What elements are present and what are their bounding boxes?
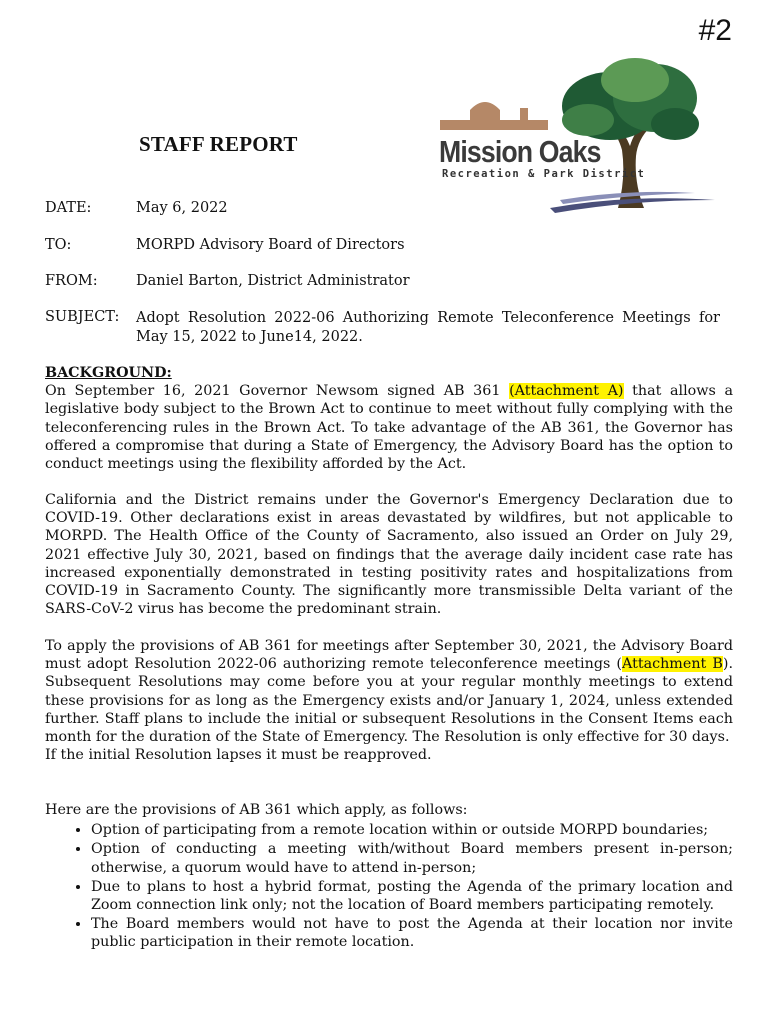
- provisions-section: [45, 801, 733, 953]
- background-paragraph-1: [45, 382, 733, 473]
- list-item: • Due to plans to host a hybrid format, posting the Agenda of the primary location and Zoom connection link only; not the location of Board members participating remotely.: [91, 878, 733, 914]
- logo-subtitle: Recreation & Park District: [442, 168, 646, 180]
- to-label: TO:: [45, 237, 72, 253]
- provisions-intro: Here are the provisions of AB 361 which apply, as follows:: [45, 802, 468, 818]
- background-paragraph-3: [45, 637, 733, 764]
- to-value: MORPD Advisory Board of Directors: [136, 237, 405, 253]
- date-value: May 6, 2022: [136, 200, 228, 216]
- p3-text-b: ). Subsequent Resolutions may come before you at your regular monthly meetings to extend these provisions for as long as the Emergency exists and/or January 1, 2024, unless extended further. Staff plans to include the initial or subsequent Resolutions in the Consent Items each month for the duration of the State of Emergency. The Resolution is only effective for 30 days.: [45, 656, 734, 746]
- logo-name: Mission Oaks: [439, 134, 601, 169]
- from-value: Daniel Barton, District Administrator: [136, 273, 410, 289]
- attachment-b-highlight: Attachment B: [622, 656, 723, 673]
- page-number: #2: [698, 14, 732, 47]
- background-section: [45, 364, 733, 473]
- p3-text-a: To apply the provisions of AB 361 for meetings after September 30, 2021, the Advisory Board must adopt Resolution 2022-06 authorizing remote teleconference meetings (: [45, 638, 733, 673]
- p1-text-a: On September 16, 2021 Governor Newsom signed AB 361: [45, 383, 510, 400]
- p3-text-c: If the initial Resolution lapses it must be reapproved.: [45, 747, 432, 764]
- provisions-list: [45, 821, 733, 951]
- p1-text-b: that allows a legislative body subject to the Brown Act to continue to meet without fully complying with the teleconferencing rules in the Brown Act. To take advantage of the AB 361, the Governor has offered a compromise that during a State of Emergency, the Advisory Board has the option to conduct meetings using the flexibility afforded by the Act.: [45, 383, 733, 473]
- list-item: • Option of conducting a meeting with/without Board members present in-person; otherwise, a quorum would have to attend in-person;: [91, 840, 733, 876]
- from-label: FROM:: [45, 273, 98, 289]
- list-item: • The Board members would not have to post the Agenda at their location nor invite public participation in their remote location.: [91, 915, 733, 951]
- subject-row: [45, 309, 720, 347]
- background-heading: BACKGROUND:: [45, 365, 172, 381]
- list-item: • Option of participating from a remote location within or outside MORPD boundaries;: [91, 821, 733, 839]
- subject-label: SUBJECT:: [45, 309, 120, 325]
- attachment-a-highlight: (Attachment A): [509, 383, 624, 400]
- subject-value: Adopt Resolution 2022-06 Authorizing Remote Teleconference Meetings for May 15, 2022 to June14, 2022.: [136, 310, 720, 345]
- district-logo: [430, 58, 720, 218]
- background-paragraph-2: California and the District remains under the Governor's Emergency Declaration due to COVID-19. Other declarations exist in areas devastated by wildfires, but not applicable to MORPD. The Health Office of the County of Sacramento, also issued an Order on July 29, 2021 effective July 30, 2021, based on findings that the average daily incident case rate has increased exponentially demonstrated in testing positivity rates and hospitalizations from COVID-19 in Sacramento County. The significantly more transmissible Delta variant of the SARS-CoV-2 virus has become the predominant strain.: [45, 492, 733, 618]
- date-label: DATE:: [45, 200, 92, 216]
- report-title: STAFF REPORT: [139, 132, 298, 156]
